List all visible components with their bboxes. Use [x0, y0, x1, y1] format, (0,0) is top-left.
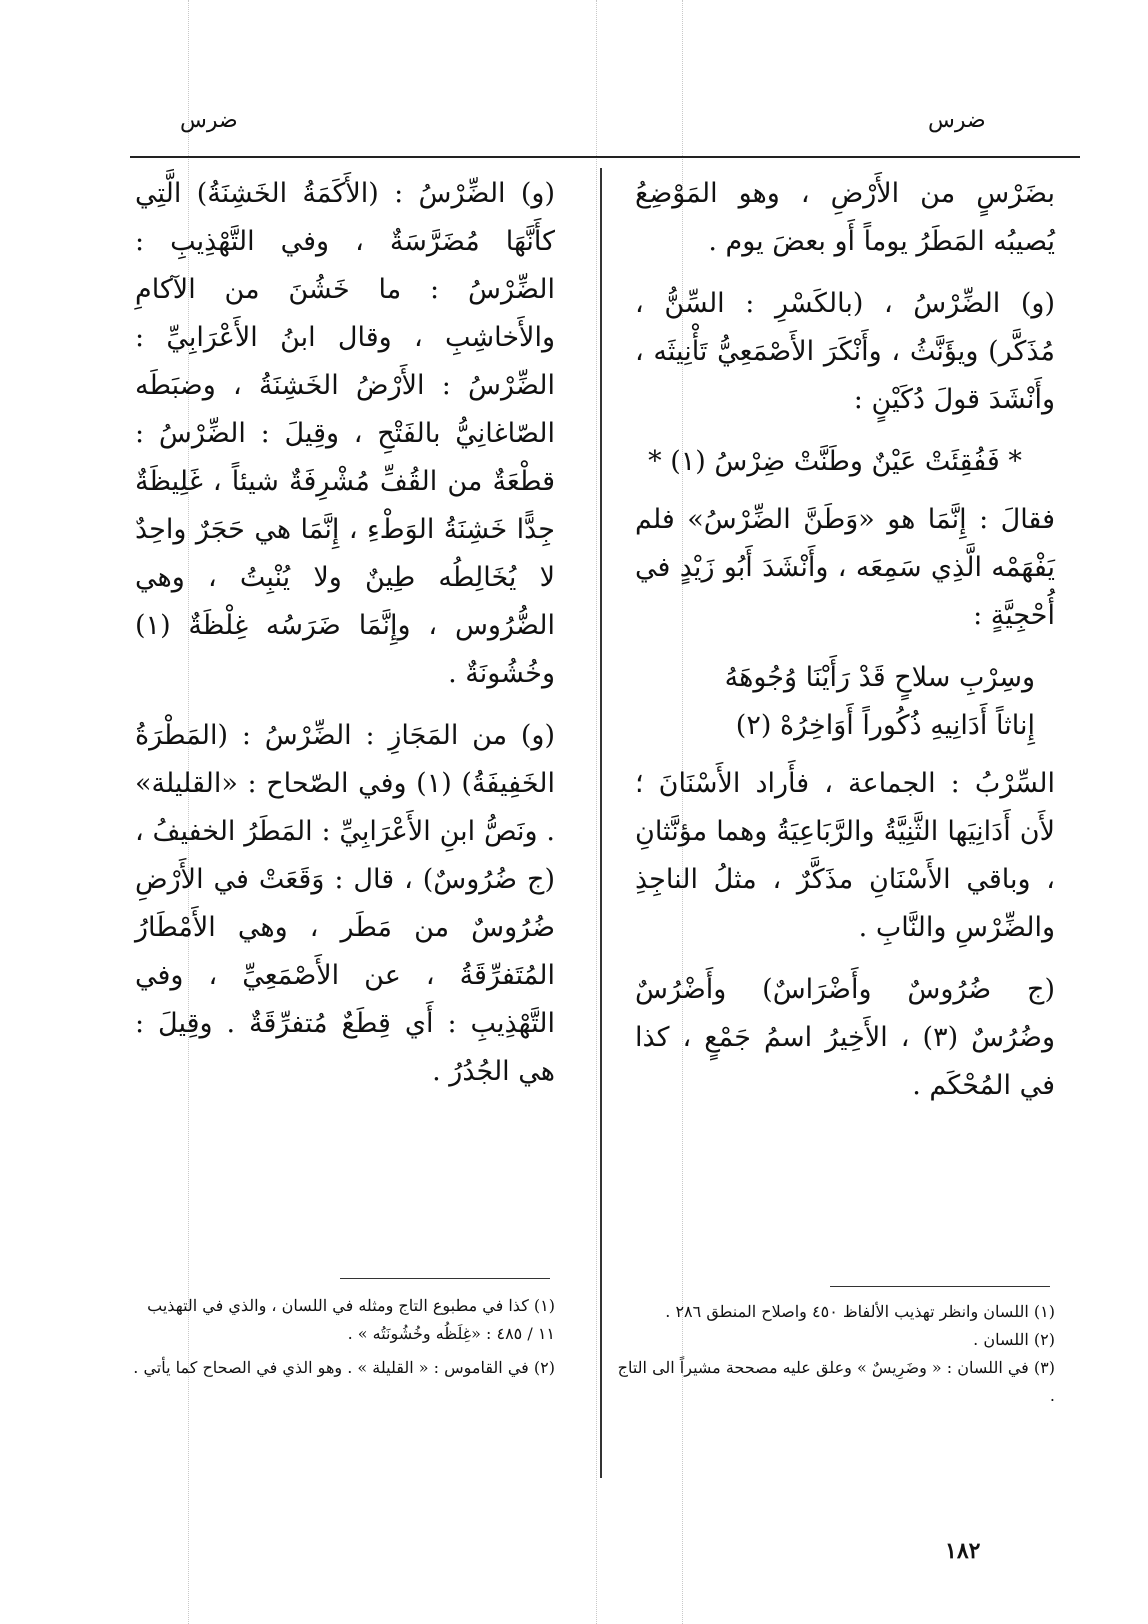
running-header-right: ضرس: [928, 108, 986, 133]
entry-paragraph: (ج ضُرُوسٌ وأَضْرَاسٌ) وأَضْرُسٌ وضُرُسٌ (٣) ، الأَخِيرُ اسمُ جَمْعٍ ، كذا في المُحْكَم .: [635, 974, 1055, 1101]
header-rule: [130, 156, 1080, 158]
footnote-rule-left: [340, 1278, 550, 1279]
scan-guide-line: [596, 0, 597, 1624]
footnotes-right: [615, 1298, 1055, 1410]
verse-line: * فَفُقِئَتْ عَيْنٌ وطَنَّتْ ضِرْسُ (١) *: [648, 446, 1022, 477]
entry-paragraph: بضَرْسٍ من الأَرْضِ ، وهو المَوْضِعُ يُصيبُه المَطَرُ يوماً أَو بعضَ يوم .: [635, 178, 1055, 257]
footnote-rule-right: [830, 1286, 1050, 1287]
footnote: (٢) في القاموس : « القليلة » . وهو الذي في الصحاح كما يأتي .: [133, 1358, 555, 1377]
entry-paragraph: (و) الضِّرْسُ : (الأَكَمَةُ الخَشِنَةُ) الَّتِي كأَنَّهَا مُضَرَّسَةٌ ، وفي التَّهْذِيبِ : الضِّرْسُ : ما خَشُنَ من الآكامِ والأَخاشِبِ ، وقال ابنُ الأَعْرَابِيِّ : الضِّرْسُ : الأَرْضُ الخَشِنَةُ ، وضبَطَه الصّاغانِيُّ بالفَتْحِ ، وقِيلَ : الضِّرْسُ : قطْعَةٌ من القُفِّ مُشْرِفَةٌ شيئاً ، غَلِيظَةٌ جِدًّا خَشِنَةُ الوَطْءِ ، إِنَّمَا هي حَجَرٌ واحِدٌ لا يُخَالِطُه طِينٌ ولا يُنْبِتُ ، وهي الضُّرُوس ، وإِنَّمَا ضَرَسُه غِلْظَةٌ (١) وخُشُونَةٌ .: [135, 178, 555, 689]
column-divider: [600, 168, 602, 1478]
entry-paragraph: السِّرْبُ : الجماعة ، فأَراد الأَسْنَانَ ؛ لأَن أَدَانِيَها الثَّنِيَّةُ والرَّبَاعِيَةُ وهما مؤنَّثانِ ، وباقي الأَسْنَانِ مذَكَّرٌ ، مثلُ الناجِذِ والضِّرْسِ والنَّابِ .: [635, 768, 1055, 943]
page-number: ١٨٢: [945, 1538, 981, 1564]
footnotes-left: [130, 1292, 555, 1382]
entry-paragraph: (و) الضِّرْسُ ، (بالكَسْرِ : السِّنُّ ، مُذَكَّر) ويؤَنَّثُ ، وأَنْكَرَ الأَصْمَعِيُّ تَأْنِيثَه ، وأَنْشَدَ قولَ دُكَيْنٍ :: [635, 288, 1055, 415]
verse-line: وسِرْبِ سلاحٍ قَدْ رَأَيْنَا وُجُوهَهُ: [724, 662, 1035, 693]
footnote: (١) كذا في مطبوع التاج ومثله في اللسان ، والذي في التهذيب ١١ / ٤٨٥ : «غِلَظُه وخُشُونَتُه » .: [147, 1296, 555, 1343]
entry-paragraph: فقالَ : إِنَّمَا هو «وَطَنَّ الضِّرْسُ» فلم يَفْهَمْه الَّذِي سَمِعَه ، وأَنْشَدَ أَبُو زَيْدٍ في أُحْجِيَّةٍ :: [635, 504, 1055, 631]
footnote: (٣) في اللسان : « وضَرِيسٌ » وعلق عليه مصححة مشيراً الى التاج .: [617, 1358, 1055, 1405]
footnote: (١) اللسان وانظر تهذيب الألفاظ ٤٥٠ واصلاح المنطق ٢٨٦ .: [665, 1302, 1055, 1321]
left-column: [135, 170, 555, 1110]
entry-paragraph: (و) من المَجَازِ : الضِّرْسُ : (المَطْرَةُ الخَفِيفَةُ) (١) وفي الصّحاح : «القليلة» . ونَصُّ ابنِ الأَعْرَابِيِّ : المَطَرُ الخفيفُ ، (ج ضُرُوسٌ) ، قال : وَقَعَتْ في الأَرْضِ ضُرُوسٌ من مَطَر ، وهي الأَمْطَارُ المُتَفرِّقَةُ ، عن الأَصْمَعِيِّ ، وفي التَّهْذِيبِ : أَي قِطَعٌ مُتفرِّقَةٌ . وقِيلَ : هي الجُدُرُ .: [135, 720, 555, 1087]
running-header-left: ضرس: [180, 108, 238, 133]
verse-line: إِناثاً أَدَانِيهِ ذُكُوراً أَوَاخِرُهْ (٢): [735, 710, 1035, 741]
right-column: [635, 170, 1055, 1124]
footnote: (٢) اللسان .: [973, 1330, 1055, 1349]
